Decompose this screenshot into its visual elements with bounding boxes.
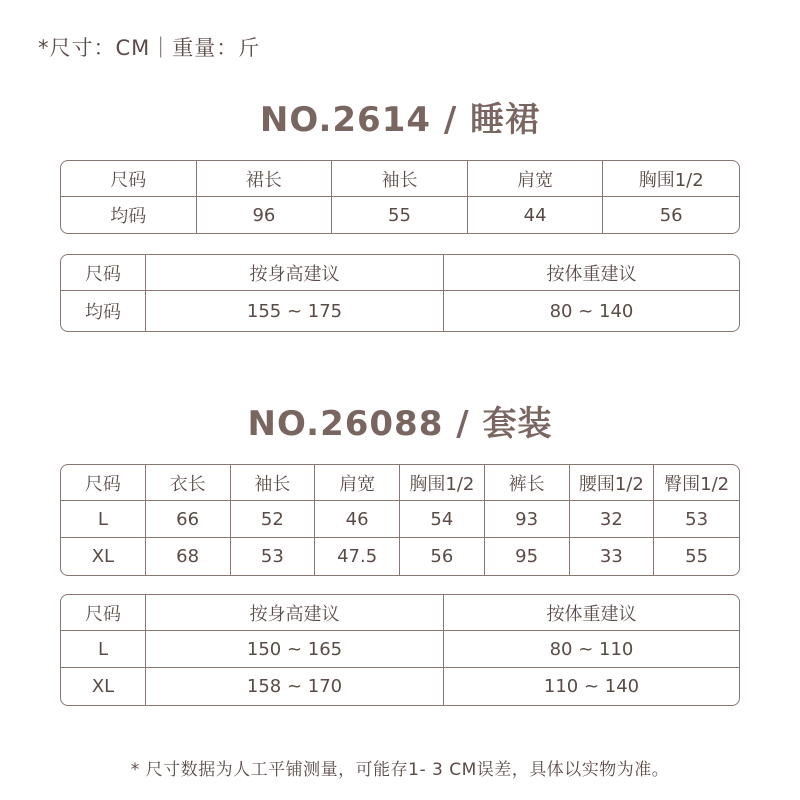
header-cell: 按身高建议 [146, 255, 444, 291]
table-cell: 55 [685, 546, 709, 567]
table-cell: 155 ~ 175 [146, 291, 444, 331]
table-row [61, 631, 739, 668]
header-cell: 袖长 [231, 465, 316, 501]
table-cell: 80 ~ 140 [549, 300, 634, 322]
table-cell: 均码 [61, 291, 146, 331]
table-cell: 均码 [61, 197, 197, 233]
header-cell: 尺码 [61, 595, 146, 631]
table-cell: L [61, 631, 146, 668]
table-cell: 46 [315, 501, 400, 538]
header-cell: 裙长 [197, 161, 333, 197]
table-cell: 150 ~ 165 [146, 631, 444, 668]
header-cell: 裤长 [485, 465, 570, 501]
header-cell: 尺码 [61, 255, 146, 291]
table-cell: 68 [146, 538, 231, 575]
table-header-row [61, 161, 739, 197]
header-cell: 衣长 [146, 465, 231, 501]
header-cell: 按体重建议 [444, 595, 739, 631]
unit-note: *尺寸：CM｜重量：斤 [38, 36, 261, 60]
header-cell: 尺码 [61, 161, 197, 197]
table-cell: 96 [197, 197, 333, 233]
header-cell: 按体重建议 [444, 255, 739, 291]
header-cell: 肩宽 [315, 465, 400, 501]
table-cell: XL [61, 538, 146, 575]
table-cell: 52 [231, 501, 316, 538]
table-cell: 56 [659, 204, 683, 226]
table-row [61, 291, 739, 331]
table-cell: 53 [654, 501, 739, 538]
table-cell: XL [61, 668, 146, 705]
section1-title: NO.2614 / 睡裙 [259, 100, 541, 140]
table-row [61, 197, 739, 233]
table-row [61, 668, 739, 705]
header-cell: 袖长 [332, 161, 468, 197]
table-header-row [61, 465, 739, 501]
section2-suggest-table [60, 594, 740, 706]
table-cell: 80 ~ 110 [444, 631, 739, 668]
header-cell: 肩宽 [468, 161, 604, 197]
header-cell: 胸围1/2 [400, 465, 485, 501]
table-cell: L [61, 501, 146, 538]
table-cell: 95 [485, 538, 570, 575]
table-cell: 93 [485, 501, 570, 538]
section1-suggest-table [60, 254, 740, 332]
table-row [61, 501, 739, 538]
header-cell: 腰围1/2 [570, 465, 655, 501]
table-cell: 54 [400, 501, 485, 538]
table-header-row [61, 595, 739, 631]
footnote: * 尺寸数据为人工平铺测量，可能存1- 3 CM误差，具体以实物为准。 [130, 760, 670, 780]
section2-size-table [60, 464, 740, 576]
table-cell: 55 [332, 197, 468, 233]
header-cell: 胸围1/2 [603, 161, 739, 197]
header-cell: 按身高建议 [146, 595, 444, 631]
section2-title: NO.26088 / 套装 [247, 404, 553, 444]
table-row [61, 538, 739, 575]
table-cell: 56 [400, 538, 485, 575]
table-cell: 44 [468, 197, 604, 233]
table-header-row [61, 255, 739, 291]
table-cell: 66 [146, 501, 231, 538]
table-cell: 110 ~ 140 [543, 676, 640, 697]
header-cell: 臀围1/2 [654, 465, 739, 501]
header-cell: 尺码 [61, 465, 146, 501]
table-cell: 32 [570, 501, 655, 538]
table-cell: 47.5 [315, 538, 400, 575]
section1-size-table [60, 160, 740, 234]
table-cell: 53 [231, 538, 316, 575]
table-cell: 33 [570, 538, 655, 575]
table-cell: 158 ~ 170 [146, 668, 444, 705]
